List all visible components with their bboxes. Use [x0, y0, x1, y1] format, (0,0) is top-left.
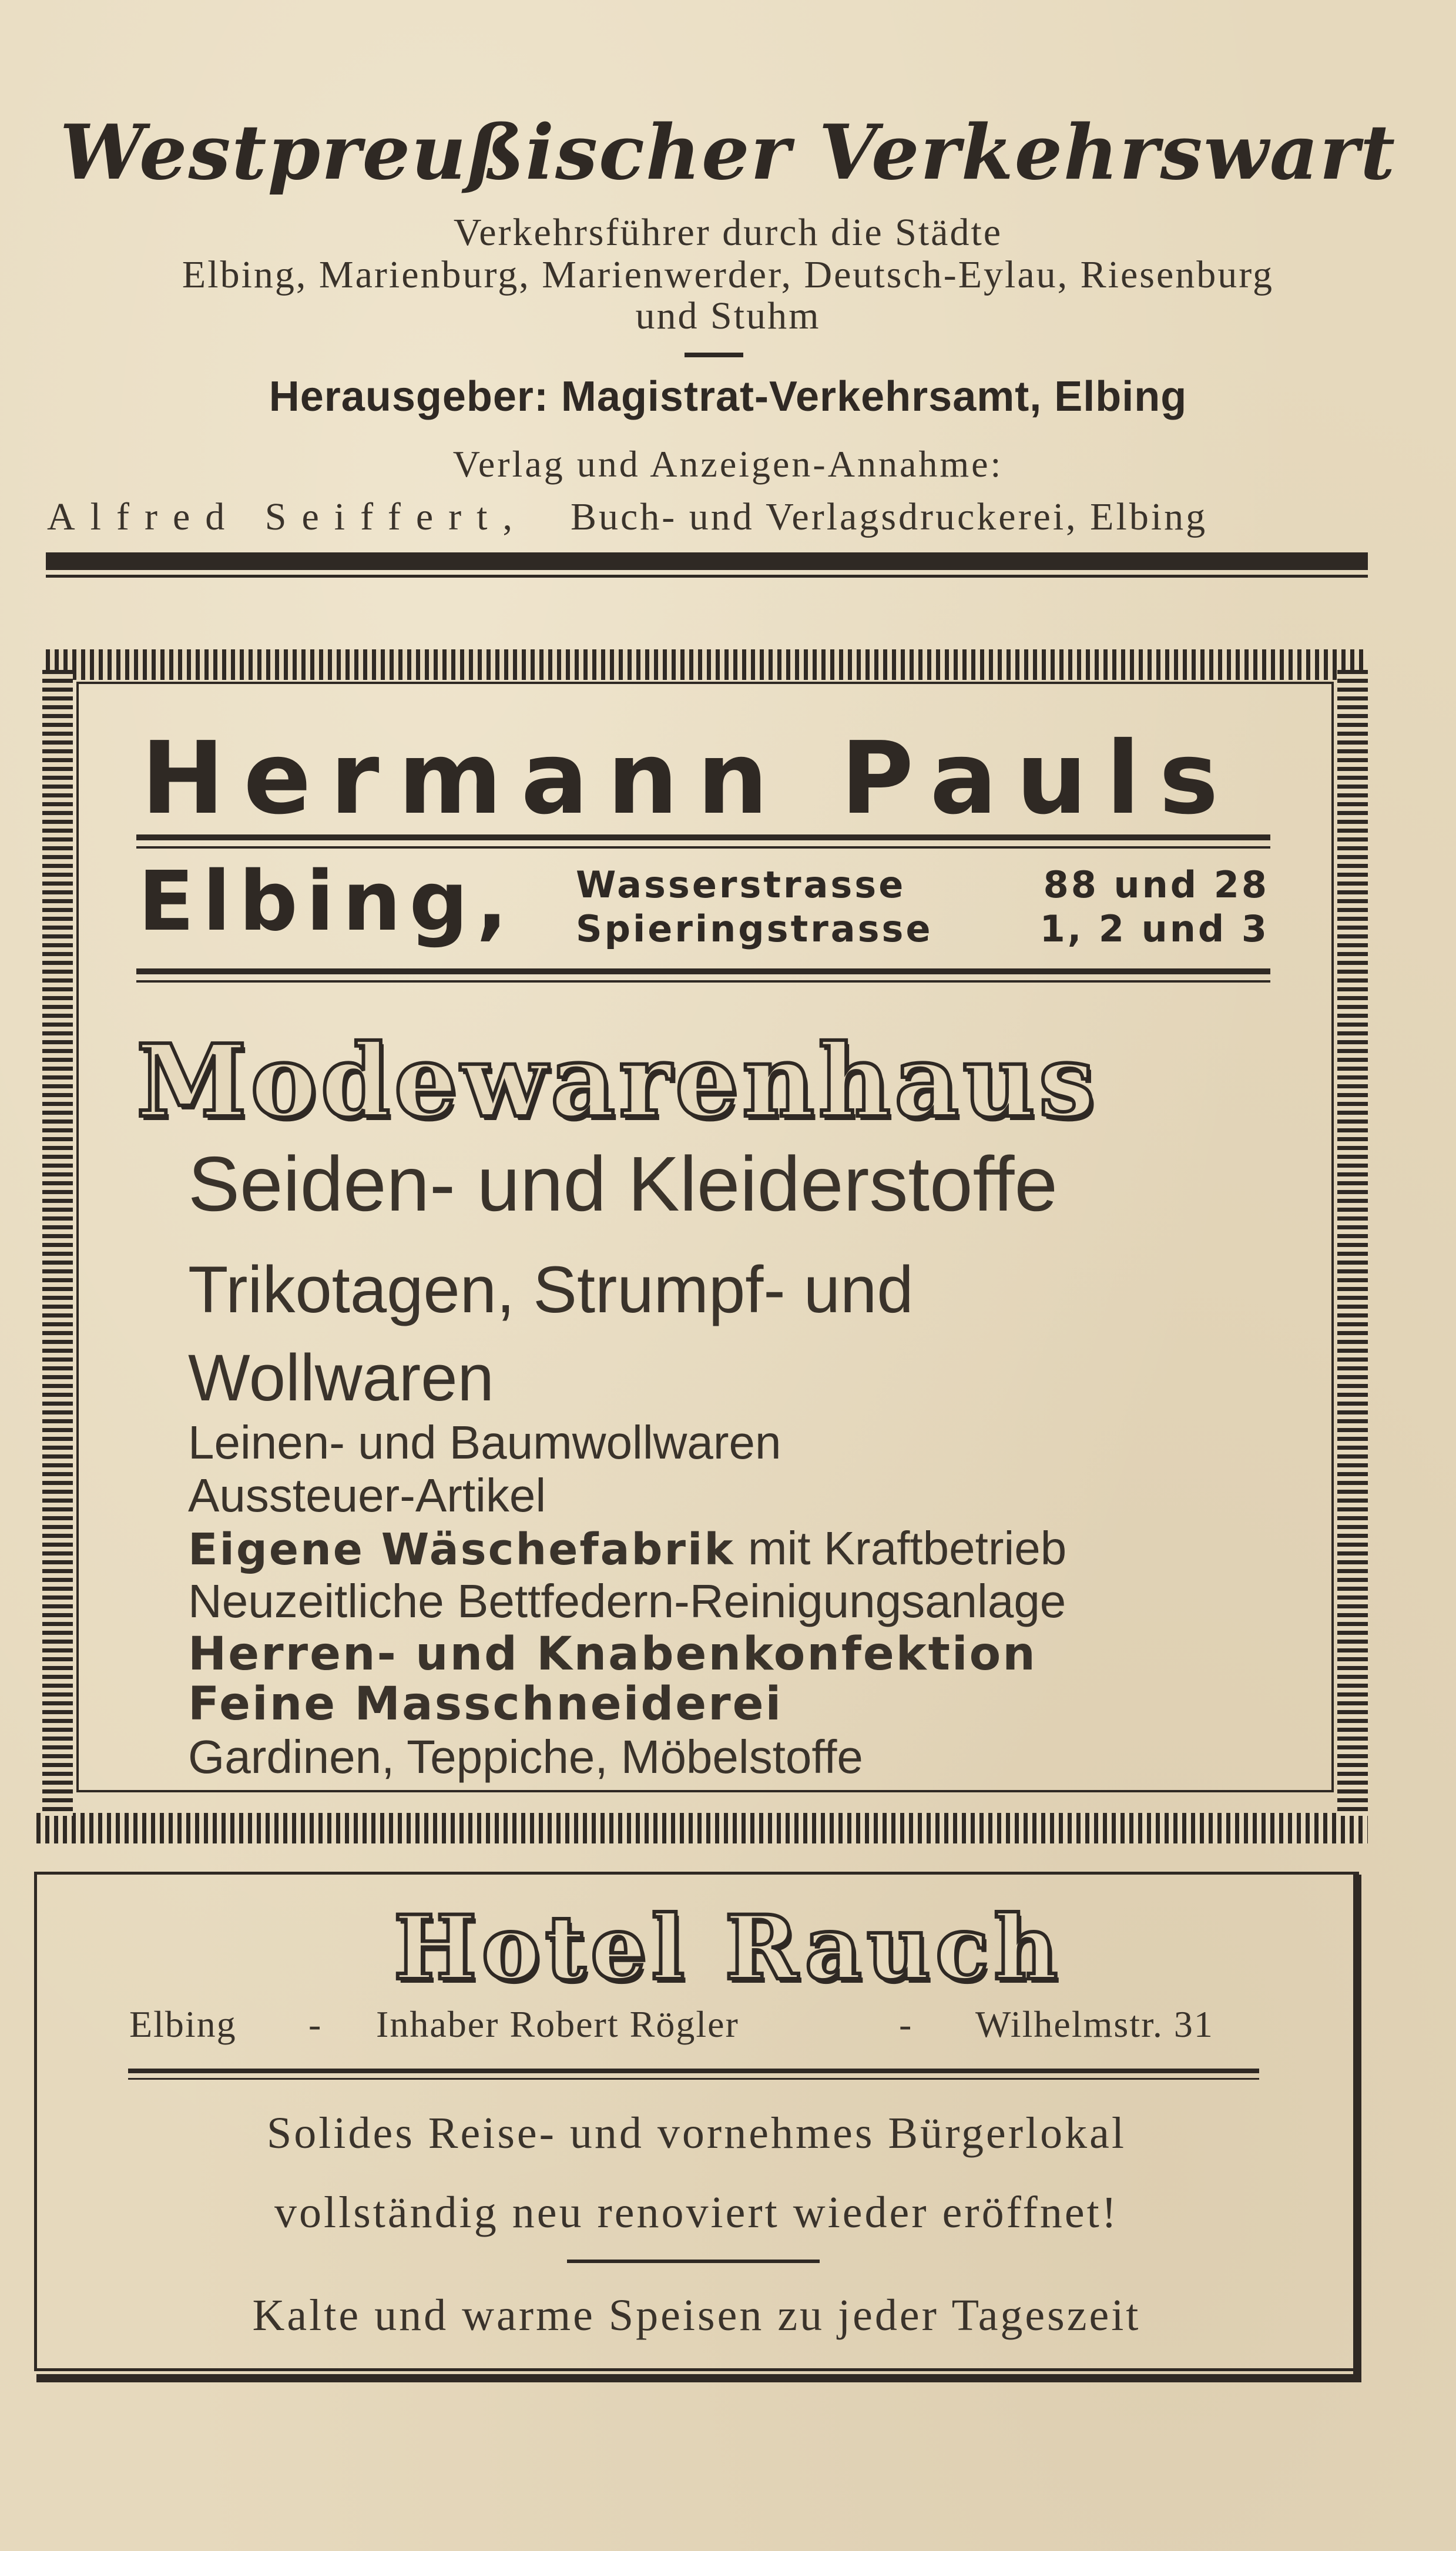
ad-headline: Modewarenhaus [136, 1023, 1099, 1140]
hotel-owner: Inhaber Robert Rögler [376, 2003, 739, 2045]
masthead-divider-bar [46, 552, 1368, 570]
ad-line-10: Gardinen, Teppiche, Möbelstoffe [188, 1731, 863, 1783]
address-2-numbers: 1, 2 und 3 [1039, 907, 1269, 950]
hotel-line-1: Solides Reise- und vornehmes Bürgerlokal [266, 2108, 1127, 2158]
ad-line-6 [188, 1522, 1066, 1576]
printer-rest: Buch- und Verlagsdruckerei, Elbing [570, 495, 1208, 538]
hotel-sep-1: - [308, 2003, 323, 2045]
company-rule-bottom [136, 968, 1270, 983]
hotel-address: Wilhelmstr. 31 [975, 2003, 1214, 2045]
hotel-line-3: Kalte und warme Speisen zu jeder Tageszeit [252, 2291, 1141, 2340]
hotel-city: Elbing [129, 2003, 237, 2045]
ad-line-1: Seiden- und Kleiderstoffe [188, 1141, 1058, 1227]
hotel-line-2: vollständig neu renoviert wieder eröffnet! [274, 2188, 1119, 2237]
ad-line-7: Neuzeitliche Bettfedern-Reinigungsanlage [188, 1575, 1066, 1627]
ad-line-5: Aussteuer-Artikel [188, 1469, 546, 1521]
masthead-title: Westpreußischer Verkehrswart [59, 109, 1397, 197]
address-1-numbers: 88 und 28 [1043, 863, 1269, 906]
masthead-publisher: Herausgeber: Magistrat-Verkehrsamt, Elbing [269, 373, 1187, 420]
ad-line-3: Wollwaren [188, 1341, 494, 1414]
masthead-verlag: Verlag und Anzeigen-Annahme: [452, 443, 1004, 485]
address-2-street: Spieringstrasse [576, 907, 933, 950]
ad-line-9: Feine Masschneiderei [188, 1678, 783, 1731]
ad-frame-right [1337, 670, 1368, 1816]
ad-frame-top [46, 649, 1368, 680]
masthead-subtitle-2: Elbing, Marienburg, Marienwerder, Deutsch-Eylau, Riesenburg [182, 253, 1274, 296]
hotel-short-rule [567, 2260, 820, 2263]
masthead-short-rule [685, 353, 743, 357]
masthead-divider-thin [46, 575, 1368, 578]
company-city: Elbing, [138, 854, 516, 950]
ad-line-6-bold: Eigene Wäschefabrik [188, 1524, 735, 1575]
company-rule-top [136, 834, 1270, 849]
address-line-2 [576, 908, 1269, 950]
hotel-rule [128, 2069, 1259, 2080]
address-line-1 [576, 864, 1269, 906]
masthead-subtitle-3: und Stuhm [635, 294, 821, 337]
hotel-ad-shadow-bottom [36, 2374, 1361, 2382]
ad-frame-left [42, 670, 73, 1816]
hotel-sep-2: - [899, 2003, 913, 2045]
ad-line-4: Leinen- und Baumwollwaren [188, 1416, 781, 1469]
ad-frame-bottom [36, 1813, 1368, 1843]
ad-line-2: Trikotagen, Strumpf- und [188, 1253, 914, 1326]
masthead-subtitle-1: Verkehrsführer durch die Städte [453, 211, 1003, 254]
hotel-name: Hotel Rauch [393, 1896, 1063, 2000]
address-1-street: Wasserstrasse [576, 863, 906, 906]
company-name: Hermann Pauls [141, 720, 1237, 837]
masthead-printer [47, 491, 1375, 544]
ad-line-8: Herren- und Knabenkonfektion [188, 1628, 1037, 1681]
ad-line-6-rest: mit Kraftbetrieb [747, 1522, 1067, 1574]
printer-name: Alfred Seiffert, [47, 495, 528, 538]
